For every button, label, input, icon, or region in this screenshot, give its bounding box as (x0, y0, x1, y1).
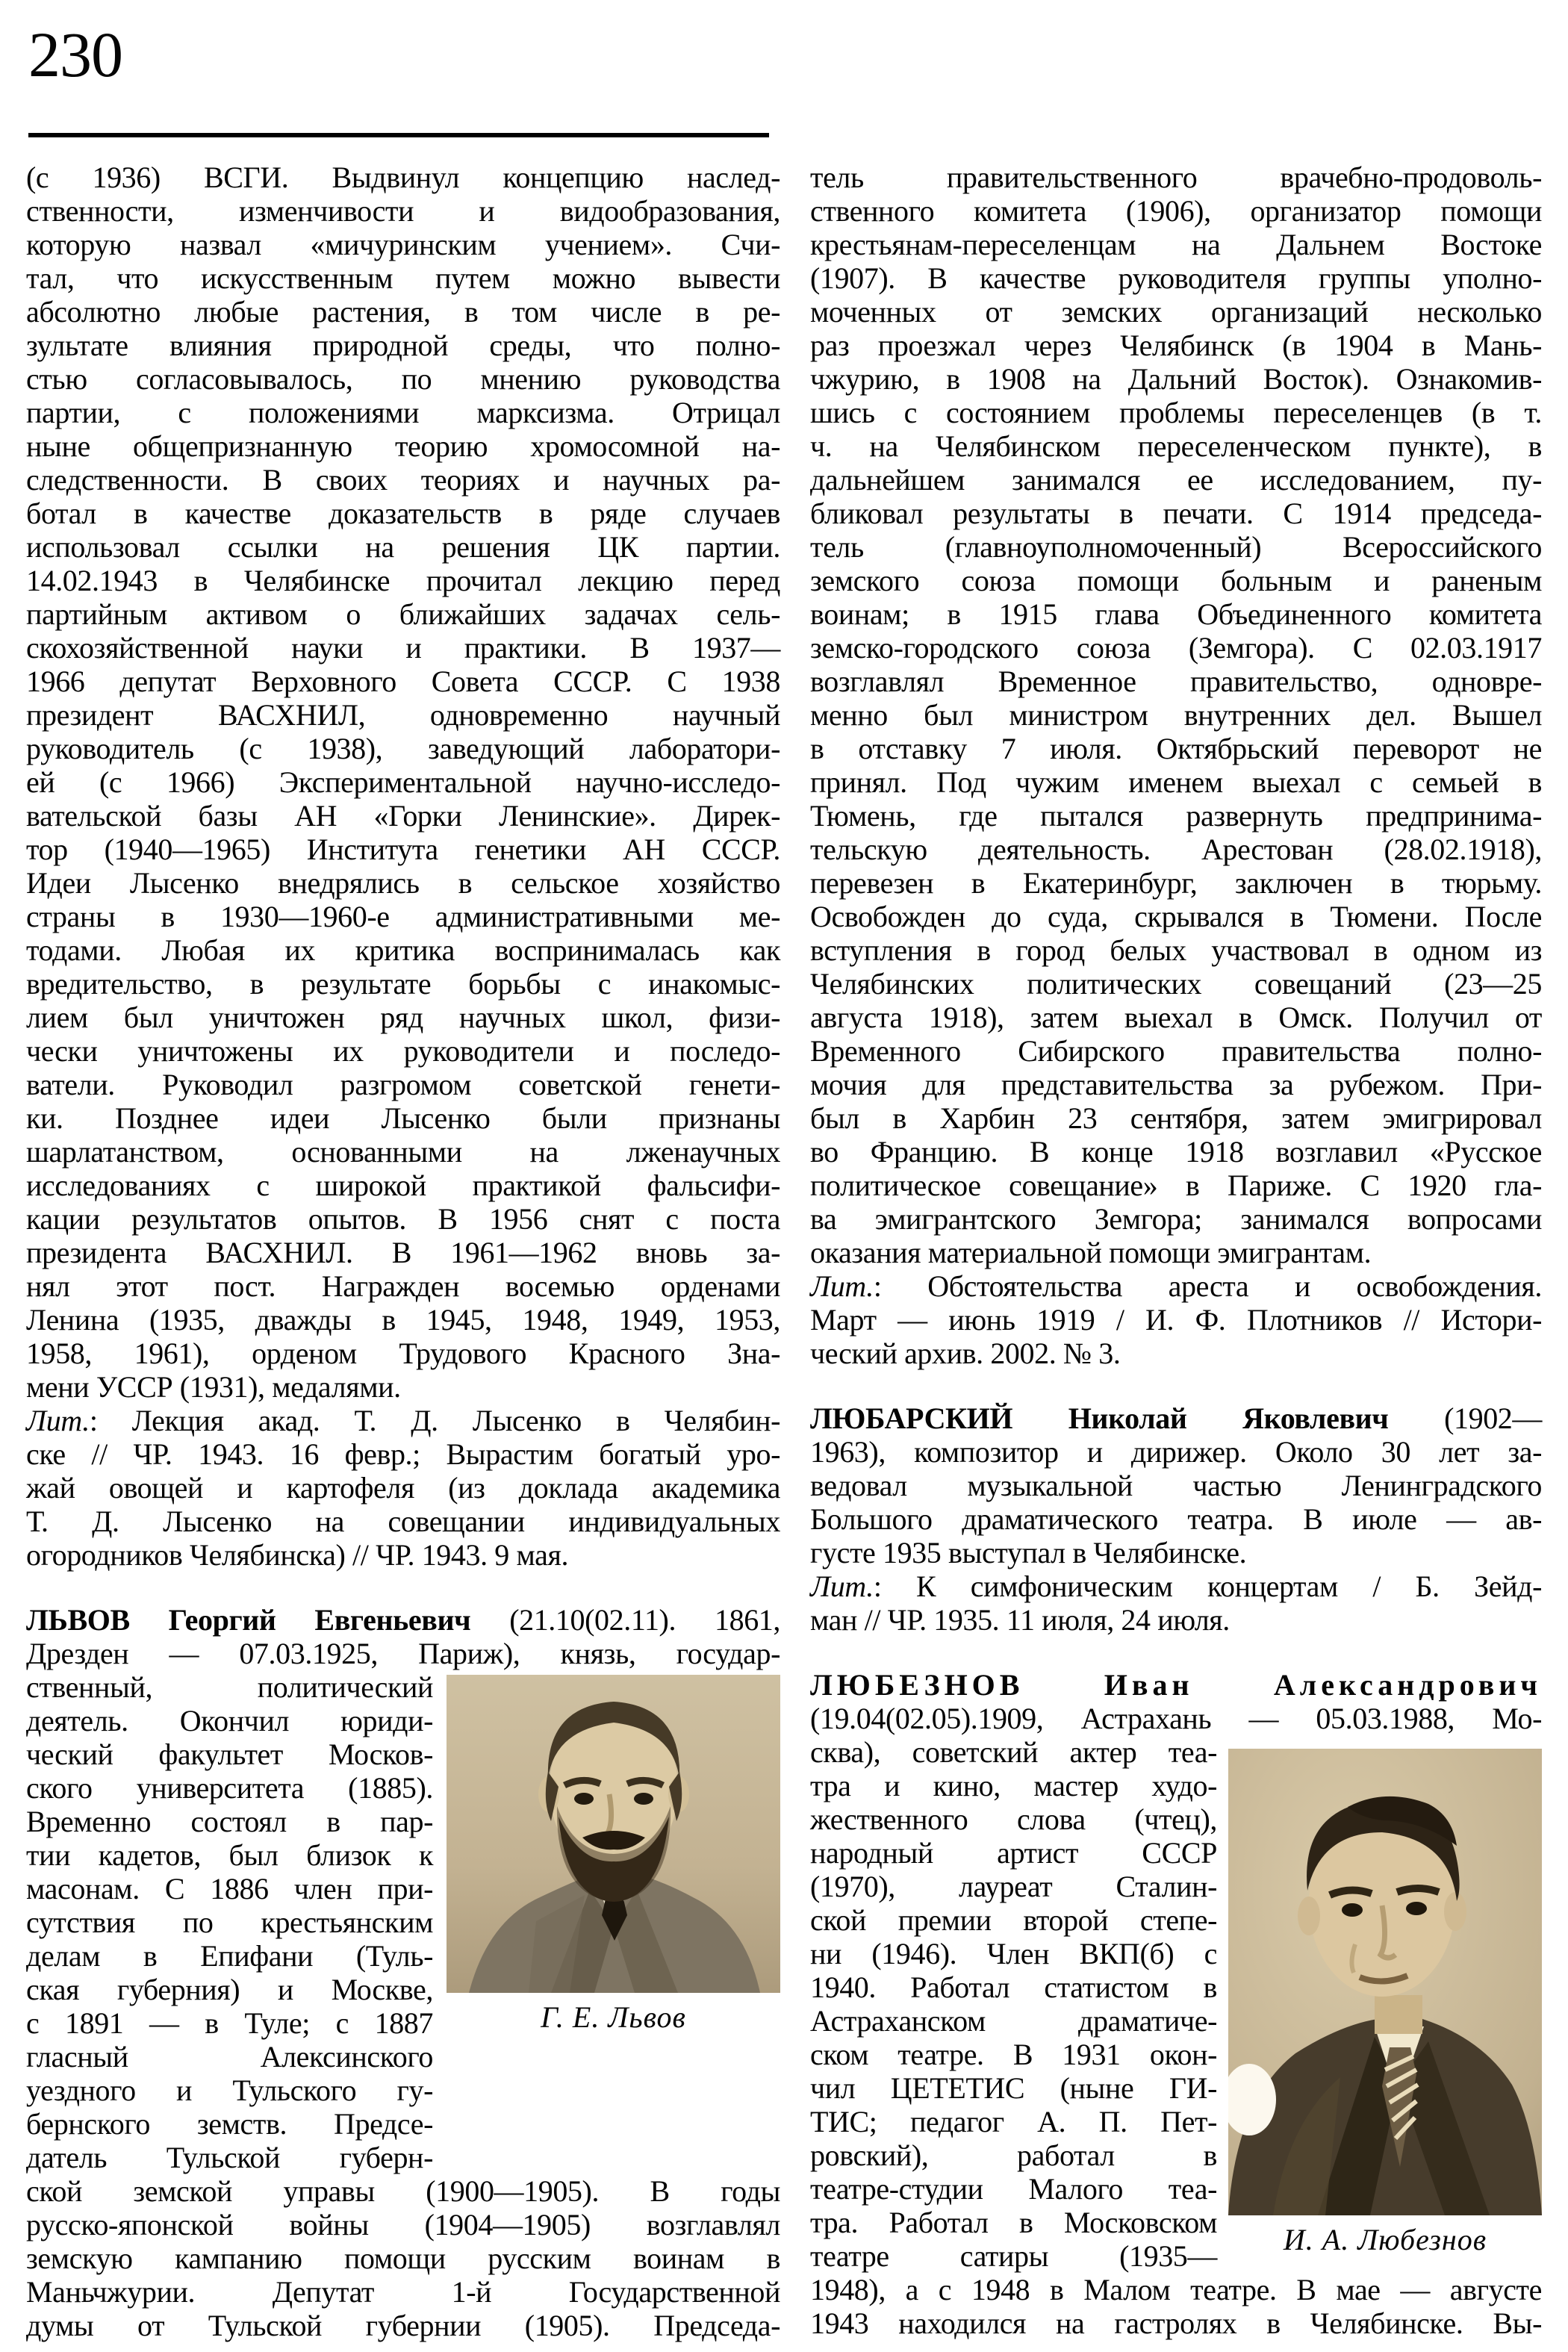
column-right (810, 161, 1542, 2342)
photo-lyubeznov-caption: И. А. Любезнов (1283, 2223, 1487, 2256)
text-line: бликовал результаты в печати. С 1914 председа- (810, 497, 1542, 530)
paragraph (810, 1269, 1542, 1370)
text-line: ского университета (1885). (26, 1771, 433, 1805)
text-line: менно был министром внутренних дел. Вышел (810, 698, 1542, 732)
text-line: сква), советский актер теа- (810, 1735, 1217, 1769)
text-line: Временного Сибирского правительства полно- (810, 1034, 1542, 1068)
photo-lvov-caption: Г. Е. Львов (541, 2000, 686, 2034)
text-line: ственный, политический (26, 1670, 433, 1704)
text-line: 1966 депутат Верховного Совета СССР. С 1938 (26, 665, 780, 698)
text-line: жай овощей и картофеля (из доклада академика (26, 1471, 780, 1505)
text-line (810, 1668, 1542, 1702)
text-line: Лит.: Обстоятельства ареста и освобождения. (810, 1269, 1542, 1303)
lit-label: Лит. (26, 1404, 90, 1437)
text-line: Маньчжурии. Депутат 1-й Государственной (26, 2275, 780, 2309)
photo-lyubeznov (1228, 1749, 1542, 2256)
text-line: ведовал музыкальной частью Ленинградского (810, 1469, 1542, 1502)
text-line: тель (главноуполномоченный) Всероссийского (810, 530, 1542, 564)
text-line: ватели. Руководил разгромом советской генети- (26, 1068, 780, 1101)
text-line: сутствия по крестьянским (26, 1905, 433, 1939)
text-line: ском театре. В 1931 окон- (810, 2038, 1217, 2071)
text-line: масонам. С 1886 член при- (26, 1872, 433, 1905)
text-line: Март — июнь 1919 / И. Ф. Плотников // Истори- (810, 1303, 1542, 1337)
text-line: партийным активом о ближайших задачах сель- (26, 597, 780, 631)
text-line: (19.04(02.05).1909, Астрахань — 05.03.1988, Мо- (810, 1702, 1542, 1735)
text-line: ческий факультет Москов- (26, 1737, 433, 1771)
text-line: ская губерния) и Москве, (26, 1973, 433, 2006)
text-line: ственного комитета (1906), организатор помощи (810, 194, 1542, 228)
text-line: крестьянам-переселенцам на Дальнем Востоке (810, 228, 1542, 261)
page-number: 230 (28, 19, 122, 90)
text-line: земскую кампанию помощи русским воинам в (26, 2241, 780, 2275)
text-line: тра и кино, мастер худо- (810, 1769, 1217, 1802)
text-line: земско-городского союза (Земгора). С 02.03.1917 (810, 631, 1542, 665)
text-line: ческий архив. 2002. № 3. (810, 1337, 1121, 1370)
text-line: стью согласовывалось, по мнению руководства (26, 362, 780, 396)
text-line: Челябинских политических совещаний (23—25 (810, 967, 1542, 1001)
text-line: деятель. Окончил юриди- (26, 1704, 433, 1737)
paragraph (810, 1401, 1542, 1569)
text-line: вательской базы АН «Горки Ленинские». Дирек- (26, 799, 780, 833)
text-line: с 1891 — в Туле; с 1887 (26, 2006, 433, 2040)
text-line: дальнейшем занимался ее исследованием, пу- (810, 463, 1542, 497)
paragraph (26, 1404, 780, 1572)
text-line: августа 1918), затем выехал в Омск. Получил от (810, 1001, 1542, 1034)
paragraph (26, 161, 780, 1404)
text-line: Идеи Лысенко внедрялись в сельское хозяйство (26, 866, 780, 900)
text-line: шись с состоянием проблемы переселенцев (в т. (810, 396, 1542, 429)
text-line: страны в 1930—1960-е административными ме- (26, 900, 780, 933)
text-line: бернского земств. Предсе- (26, 2107, 433, 2141)
text-line: уездного и Тульского гу- (26, 2073, 433, 2107)
text-line: 1940. Работал статистом в (810, 1970, 1217, 2004)
text-line: ки. Позднее идеи Лысенко были признаны (26, 1101, 780, 1135)
text-line: театре сатиры (1935— (810, 2239, 1217, 2273)
text-line: во Францию. В конце 1918 возглавил «Русское (810, 1135, 1542, 1169)
text-line: чжурию, в 1908 на Дальний Восток). Ознакомив- (810, 362, 1542, 396)
entry-headword: ЛЬВОВ Георгий Евгеньевич (26, 1603, 471, 1637)
entry-headword: ЛЮБАРСКИЙ Николай Яковлевич (810, 1401, 1389, 1435)
text-line: президента ВАСХНИЛ. В 1961—1962 вновь за- (26, 1236, 780, 1269)
text-line: ТИС; педагог А. П. Пет- (810, 2105, 1217, 2138)
text-line: Освобожден до суда, скрывался в Тюмени. После (810, 900, 1542, 933)
text-line: тра. Работал в Московском (810, 2206, 1217, 2239)
text-line: Т. Д. Лысенко на совещании индивидуальных (26, 1505, 780, 1538)
text-line: следственности. В своих теориях и научных ра- (26, 463, 780, 497)
text-line: театре-студии Малого теа- (810, 2172, 1217, 2206)
text-line: чил ЦЕТЕТИС (ныне ГИ- (810, 2071, 1217, 2105)
text-line: народный артист СССР (810, 1836, 1217, 1870)
text-line: (с 1936) ВСГИ. Выдвинул концепцию наслед- (26, 161, 780, 194)
text-line: тельскую деятельность. Арестован (28.02.1918), (810, 833, 1542, 866)
text-line: Временно состоял в пар- (26, 1805, 433, 1838)
text-line: датель Тульской губерн- (26, 2141, 433, 2174)
photo-lvov (447, 1675, 780, 2034)
text-line: был в Харбин 23 сентября, затем эмигрировал (810, 1101, 1542, 1135)
text-line: ске // ЧР. 1943. 16 февр.; Вырастим богатый уро- (26, 1437, 780, 1471)
text-line: политическое совещание» в Париже. С 1920 гла- (810, 1169, 1542, 1202)
column-left (26, 161, 780, 2342)
text-line: ственности, изменчивости и видообразования, (26, 194, 780, 228)
text-line: ман // ЧР. 1935. 11 июля, 24 июля. (810, 1603, 1230, 1637)
text-line: (1907). В качестве руководителя группы уполно- (810, 261, 1542, 295)
text-line: тодами. Любая их критика воспринималась как (26, 933, 780, 967)
text-line: Большого драматического театра. В июле — ав- (810, 1502, 1542, 1536)
text-line: исследованиях с широкой практикой фальсифи- (26, 1169, 780, 1202)
text-line: жественного слова (чтец), (810, 1802, 1217, 1836)
text-line: партии, с положениями марксизма. Отрицал (26, 396, 780, 429)
text-line: ни (1946). Член ВКП(б) с (810, 1937, 1217, 1970)
text-line: русско-японской войны (1904—1905) возглавлял (26, 2208, 780, 2241)
text-line: огородников Челябинска) // ЧР. 1943. 9 мая. (26, 1538, 569, 1572)
entry-headword: ЛЮБЕЗНОВ Иван Александрович (810, 1668, 1542, 1702)
text-line: вступления в город белых участвовал в одном из (810, 933, 1542, 967)
text-line: президент ВАСХНИЛ, одновременно научный (26, 698, 780, 732)
text-line: шарлатанством, основанными на лженаучных (26, 1135, 780, 1169)
text-line: ской премии второй степе- (810, 1903, 1217, 1937)
portrait-lvov-image (447, 1675, 780, 1993)
text-line: 1948), а с 1948 в Малом театре. В мае — августе (810, 2273, 1542, 2306)
header-rule (28, 133, 769, 137)
text-line: мени УССР (1931), медалями. (26, 1370, 401, 1404)
text-line: абсолютно любые растения, в том числе в ре- (26, 295, 780, 329)
text-line: гласный Алексинского (26, 2040, 433, 2073)
paragraph (810, 1569, 1542, 1637)
text-line: 1958, 1961), орденом Трудового Красного Зна- (26, 1337, 780, 1370)
text-line: ЛЮБАРСКИЙ Николай Яковлевич (1902— (810, 1401, 1542, 1435)
lit-label: Лит. (810, 1269, 874, 1303)
text-line: (1970), лауреат Сталин- (810, 1870, 1217, 1903)
text-line: тор (1940—1965) Института генетики АН СССР. (26, 833, 780, 866)
text-line: Лит.: К симфоническим концертам / Б. Зейд- (810, 1569, 1542, 1603)
text-line: ботал в качестве доказательств в ряде случаев (26, 497, 780, 530)
text-line: 1943 находился на гастролях в Челябинске. Вы- (810, 2306, 1542, 2340)
text-line: ской земской управы (1900—1905). В годы (26, 2174, 780, 2208)
text-line: тал, что искусственным путем можно вывести (26, 261, 780, 295)
text-line: Ленина (1935, дважды в 1945, 1948, 1949, 1953, (26, 1303, 780, 1337)
text-line: лием был уничтожен ряд научных школ, физи- (26, 1001, 780, 1034)
text-line: раз проезжал через Челябинск (в 1904 в Мань- (810, 329, 1542, 362)
text-line: Дрезден — 07.03.1925, Париж), князь, государ- (26, 1637, 780, 1670)
text-line: Лит.: Лекция акад. Т. Д. Лысенко в Челябин- (26, 1404, 780, 1437)
text-line: делам в Епифани (Туль- (26, 1939, 433, 1973)
text-line: оказания материальной помощи эмигрантам. (810, 1236, 1372, 1269)
text-line: 14.02.1943 в Челябинске прочитал лекцию перед (26, 564, 780, 597)
text-line: ва эмигрантского Земгора; занимался вопросами (810, 1202, 1542, 1236)
text-line: вредительство, в результате борьбы с инакомыс- (26, 967, 780, 1001)
text-columns (26, 161, 1542, 2342)
text-line: воинам; в 1915 глава Объединенного комитета (810, 597, 1542, 631)
text-line: принял. Под чужим именем выехал с семьей в (810, 765, 1542, 799)
paragraph (810, 161, 1542, 1269)
text-line: 1963), композитор и дирижер. Около 30 лет за- (810, 1435, 1542, 1469)
text-line: возглавлял Временное правительство, одновре- (810, 665, 1542, 698)
text-line: руководитель (с 1938), заведующий лаборатори- (26, 732, 780, 765)
paragraph (810, 1668, 1542, 2340)
text-line: скохозяйственной науки и практики. В 1937— (26, 631, 780, 665)
text-line: Тюмень, где пытался развернуть предпринима- (810, 799, 1542, 833)
text-line: тель правительственного врачебно-продоволь- (810, 161, 1542, 194)
text-line: ныне общепризнанную теорию хромосомной на- (26, 429, 780, 463)
text-line: ч. на Челябинском переселенческом пункте), в (810, 429, 1542, 463)
text-line: ей (с 1966) Экспериментальной научно-исследо- (26, 765, 780, 799)
lit-label: Лит. (810, 1569, 874, 1603)
text-line: ЛЬВОВ Георгий Евгеньевич (21.10(02.11). 1861, (26, 1603, 780, 1637)
text-line: чески уничтожены их руководители и последо- (26, 1034, 780, 1068)
text-line: в отставку 7 июля. Октябрьский переворот не (810, 732, 1542, 765)
text-line: тии кадетов, был близок к (26, 1838, 433, 1872)
text-line: моченных от земских организаций несколько (810, 295, 1542, 329)
text-line: земского союза помощи больным и раненым (810, 564, 1542, 597)
text-line: нял этот пост. Награжден восемью орденами (26, 1269, 780, 1303)
text-line: мочия для представительства за рубежом. При- (810, 1068, 1542, 1101)
text-line: зультате влияния природной среды, что полно- (26, 329, 780, 362)
paragraph (26, 1603, 780, 2342)
text-line: кации результатов опытов. В 1956 снят с поста (26, 1202, 780, 1236)
text-line: густе 1935 выступал в Челябинске. (810, 1536, 1247, 1569)
text-line: которую назвал «мичуринским учением». Счи- (26, 228, 780, 261)
text-line: думы от Тульской губернии (1905). Председа- (26, 2309, 780, 2342)
text-line: перевезен в Екатеринбург, заключен в тюрьму. (810, 866, 1542, 900)
portrait-lyubeznov-image (1228, 1749, 1542, 2215)
text-line: использовал ссылки на решения ЦК партии. (26, 530, 780, 564)
text-line: ровский), работал в (810, 2138, 1217, 2172)
text-line: Астраханском драматиче- (810, 2004, 1217, 2038)
